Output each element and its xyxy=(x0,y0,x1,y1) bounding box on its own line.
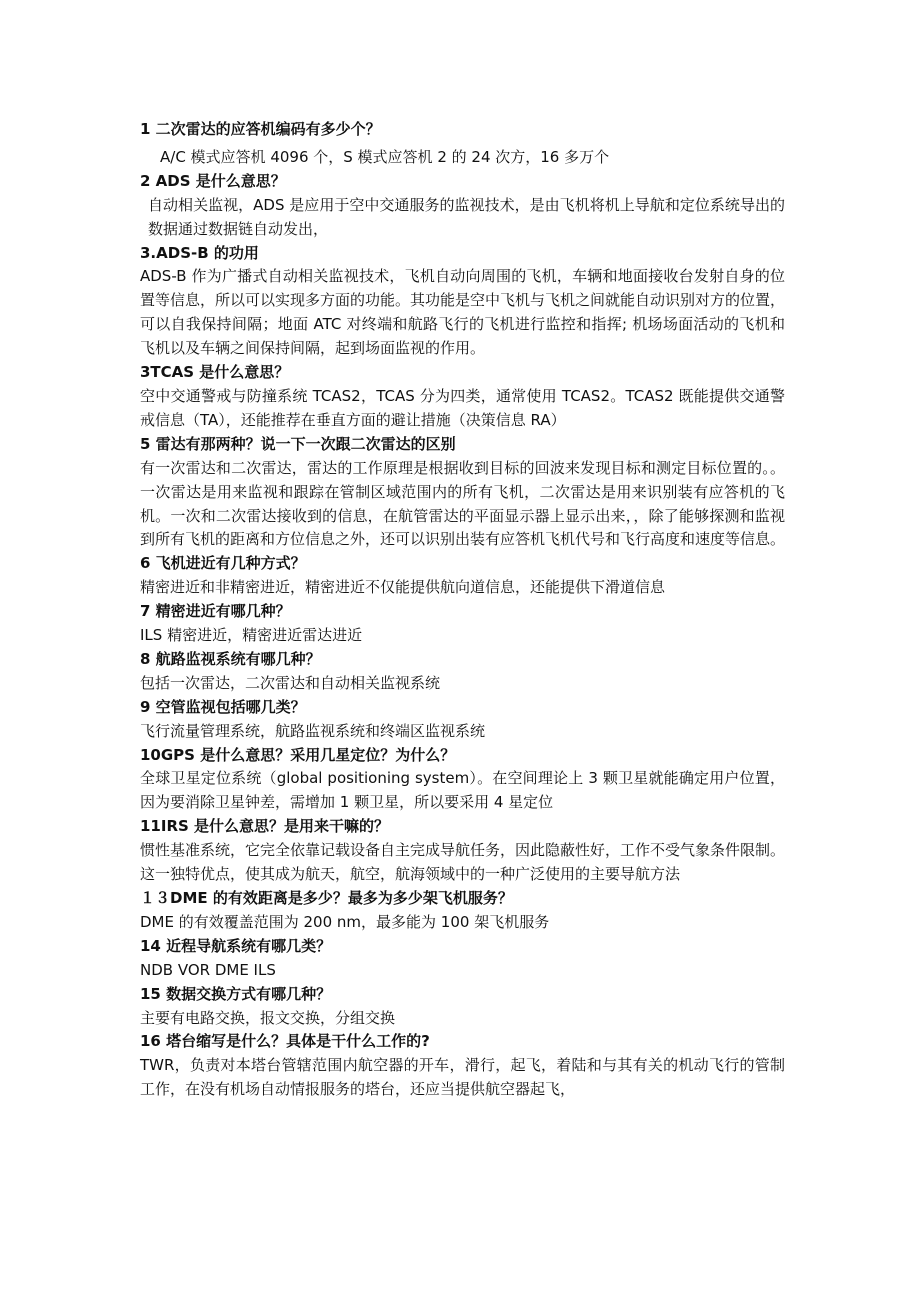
answer-15: 主要有电路交换，报文交换，分组交换 xyxy=(140,1008,396,1027)
question-3: 3.ADS-B 的功用 xyxy=(140,243,259,262)
answer-4: 空中交通警戒与防撞系统 TCAS2，TCAS 分为四类，通常使用 TCAS2。TCAS2 既能提供交通警戒信息（TA），还能推荐在垂直方面的避让措施（决策信息 RA） xyxy=(140,386,785,429)
question-11: 11IRS 是什么意思？是用来干嘛的？ xyxy=(140,817,390,836)
answer-5: 有一次雷达和二次雷达，雷达的工作原理是根据收到目标的回波来发现目标和测定目标位置的。。一次雷达是用来监视和跟踪在管制区域范围内的所有飞机，二次雷达是用来识别装有应答机的飞机。一次和二次雷达接收到的信息，在航管雷达的平面显示器上显示出来，，除了能够探测和监视到所有飞机的距离和方位信息之外，还可以识别出装有应答机飞机代号和飞行高度和速度等信息。 xyxy=(140,458,786,549)
answer-10: 全球卫星定位系统（global positioning system）。在空间理论上 3 颗卫星就能确定用户位置，因为要消除卫星钟差，需增加 1 颗卫星，所以要采用 4 星定位 xyxy=(140,769,785,812)
answer-9: 飞行流量管理系统，航路监视系统和终端区监视系统 xyxy=(140,721,486,740)
question-4: 3TCAS 是什么意思？ xyxy=(140,363,290,382)
answer-16: TWR，负责对本塔台管辖范围内航空器的开车，滑行，起飞，着陆和与其有关的机动飞行的管制工作，在没有机场自动情报服务的塔台，还应当提供航空器起飞， xyxy=(140,1056,785,1099)
document-page xyxy=(140,118,785,1102)
question-8: 8 航路监视系统有哪几种？ xyxy=(140,649,321,668)
answer-11: 惯性基准系统，它完全依靠记载设备自主完成导航任务，因此隐蔽性好，工作不受气象条件限制。这一独特优点，使其成为航天，航空，航海领域中的一种广泛使用的主要导航方法 xyxy=(140,841,786,884)
answer-7: ILS 精密进近，精密进近雷达进近 xyxy=(140,626,363,645)
question-10: 10GPS 是什么意思？采用几星定位？为什么？ xyxy=(140,745,456,764)
answer-3: ADS-B 作为广播式自动相关监视技术，飞机自动向周围的飞机，车辆和地面接收台发射自身的位置等信息，所以可以实现多方面的功能。其功能是空中飞机与飞机之间就能自动识别对方的位置，可以自我保持间隔；地面 ATC 对终端和航路飞行的飞机进行监控和指挥; 机场场面活动的飞机和飞机以及车辆之间保持间隔，起到场面监视的作用。 xyxy=(140,267,786,358)
answer-1: A/C 模式应答机 4096 个，S 模式应答机 2 的 24 次方，16 多万个 xyxy=(160,147,610,166)
question-14: 14 近程导航系统有哪几类？ xyxy=(140,936,332,955)
question-13: １３DME 的有效距离是多少？最多为多少架飞机服务？ xyxy=(140,889,513,907)
question-9: 9 空管监视包括哪几类？ xyxy=(140,697,306,716)
answer-8: 包括一次雷达，二次雷达和自动相关监视系统 xyxy=(140,673,441,692)
question-6: 6 飞机进近有几种方式？ xyxy=(140,554,306,573)
answer-14: NDB VOR DME ILS xyxy=(140,960,276,979)
answer-13: DME 的有效覆盖范围为 200 nm，最多能为 100 架飞机服务 xyxy=(140,912,550,931)
question-15: 15 数据交换方式有哪几种？ xyxy=(140,984,332,1003)
answer-6: 精密进近和非精密进近，精密进近不仅能提供航向道信息，还能提供下滑道信息 xyxy=(140,578,666,597)
question-7: 7 精密进近有哪几种？ xyxy=(140,602,291,621)
question-5: 5 雷达有那两种？说一下一次跟二次雷达的区别 xyxy=(140,434,456,453)
question-16: 16 塔台缩写是什么？具体是干什么工作的? xyxy=(140,1032,430,1051)
answer-2: 自动相关监视，ADS 是应用于空中交通服务的监视技术，是由飞机将机上导航和定位系统导出的数据通过数据链自动发出， xyxy=(148,195,785,238)
question-1: 1 二次雷达的应答机编码有多少个？ xyxy=(140,120,381,138)
question-2: 2 ADS 是什么意思？ xyxy=(140,171,286,190)
